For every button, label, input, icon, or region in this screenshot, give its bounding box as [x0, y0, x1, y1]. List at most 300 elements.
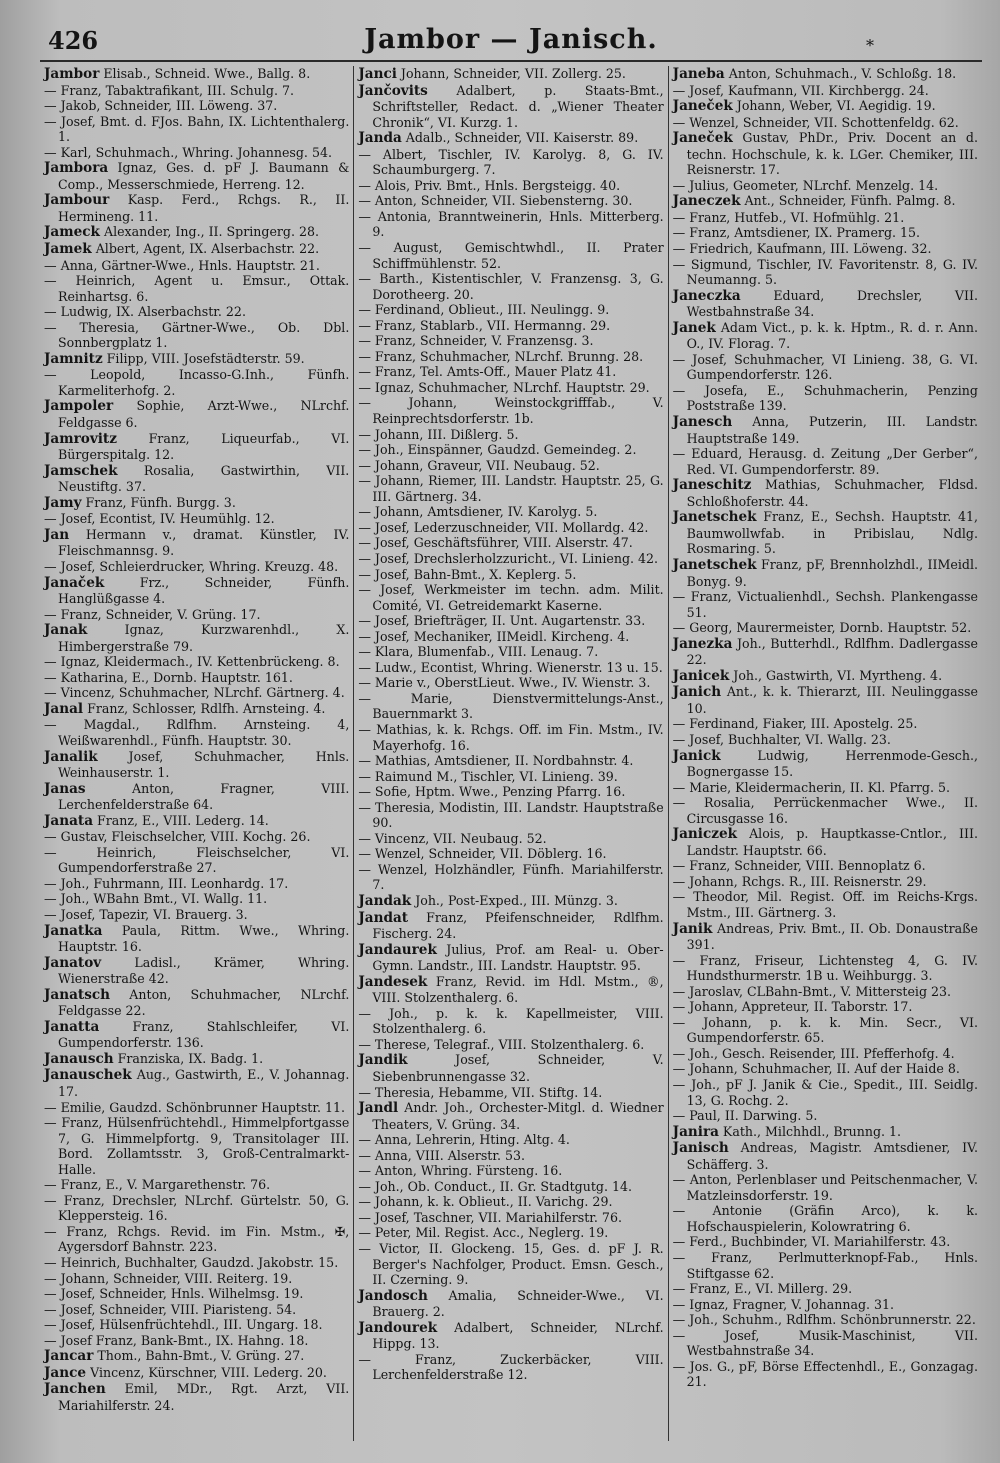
directory-entry — [44, 829, 349, 845]
directory-entry — [44, 258, 349, 274]
entry-text: — Josef, Schleierdrucker, Whring. Kreuzg. 48. — [44, 558, 339, 574]
directory-entry — [358, 318, 663, 334]
directory-entry — [358, 613, 663, 629]
directory-entry — [673, 716, 978, 732]
directory-entry — [358, 722, 663, 753]
directory-entry — [358, 582, 663, 613]
directory-entry — [673, 509, 978, 557]
directory-entry — [44, 1302, 349, 1318]
entry-text: — Anna, Lehrerin, Hting. Altg. 4. — [358, 1132, 570, 1148]
entry-text: — Ferdinand, Oblieut., III. Neulingg. 9. — [358, 302, 610, 318]
directory-entry — [673, 1359, 978, 1390]
entry-text: — Georg, Maurermeister, Dornb. Hauptstr. 52. — [672, 620, 972, 636]
entry-surname: Janich — [672, 684, 722, 701]
entry-text: — Franz, Hülsenfrüchtehdl., Himmelpfortgasse 7, G. Himmelpfortg. 9, Transitolager III. Bord. Zollamtsstr. 3, Groß-Centralmarkt-Halle. — [44, 1115, 350, 1177]
directory-entry — [673, 1250, 978, 1281]
entry-surname: Janesch — [672, 414, 733, 431]
entry-text: — Josef, Briefträger, II. Unt. Augartenstr. 33. — [358, 613, 646, 629]
directory-entry — [673, 1203, 978, 1234]
entry-surname: Janata — [44, 812, 94, 829]
directory-entry — [673, 83, 978, 99]
entry-text: — Josef, Geschäftsführer, VIII. Alserstr. 47. — [358, 535, 633, 551]
directory-entry — [44, 781, 349, 813]
entry-text: Filipp, VIII. Josefstädterstr. 59. — [102, 350, 305, 366]
directory-entry — [673, 984, 978, 1000]
entry-text: — Joh., Ob. Conduct., II. Gr. Stadtgutg. 14. — [358, 1178, 633, 1194]
directory-entry — [358, 178, 663, 194]
directory-entry — [358, 1352, 663, 1383]
directory-entry — [358, 893, 663, 910]
entry-text: — Joh., Gesch. Reisender, III. Pfefferhofg. 4. — [672, 1045, 955, 1061]
entry-surname: Jancar — [44, 1348, 94, 1365]
directory-entry — [44, 160, 349, 192]
entry-text: — Joh., pF J. Janik & Cie., Spedit., III. Seidlg. 13, G. Rochg. 2. — [672, 1077, 978, 1108]
directory-entry — [673, 953, 978, 984]
directory-entry — [44, 891, 349, 907]
directory-entry — [44, 511, 349, 527]
entry-text: — Jos. G., pF, Börse Effectenhdl., E., Gonzagag. 21. — [672, 1358, 978, 1390]
directory-entry — [44, 527, 349, 559]
directory-entry — [358, 395, 663, 426]
entry-text: — Antonia, Branntweinerin, Hnls. Mitterberg. 9. — [358, 208, 664, 240]
directory-entry — [673, 446, 978, 477]
directory-entry — [44, 98, 349, 114]
directory-entry — [358, 83, 663, 131]
directory-entry — [44, 304, 349, 320]
entry-surname: Jamrovitz — [44, 430, 117, 447]
entry-text: — Franz, Tel. Amts-Off., Mauer Platz 41. — [358, 364, 617, 380]
directory-entry — [673, 1108, 978, 1124]
entry-text: — Josef, Kaufmann, VII. Kirchbergg. 24. — [672, 82, 929, 98]
directory-entry — [673, 889, 978, 920]
entry-surname: Janci — [358, 66, 397, 82]
directory-entry — [44, 717, 349, 748]
directory-entry — [358, 520, 663, 536]
entry-text: Josef, Schneider, V. Siebenbrunnengasse 32. — [372, 1052, 664, 1084]
entry-surname: Janik — [672, 920, 713, 937]
entry-text: Kasp. Ferd., Rchgs. R., II. Hermineng. 11. — [58, 192, 350, 224]
directory-entry — [673, 874, 978, 890]
entry-text: Josef, Schuhmacher, Hnls. Weinhauserstr. 1. — [58, 748, 350, 781]
entry-text: — Julius, Geometer, NLrchf. Menzelg. 14. — [672, 177, 939, 193]
directory-entry — [44, 495, 349, 512]
directory-entry — [44, 114, 349, 145]
entry-surname: Jamy — [44, 494, 82, 511]
entry-text: Franz, E., Sechsh. Hauptstr. 41, Baumwollwfab. in Pribislau, Ndlg. Rosmaring. 5. — [686, 509, 978, 557]
entry-surname: Janick — [672, 747, 721, 764]
directory-entry — [673, 66, 978, 83]
directory-entry — [358, 442, 663, 458]
entry-surname: Jandesek — [358, 973, 428, 990]
directory-entry — [358, 1320, 663, 1352]
entry-text: Hermann v., dramat. Künstler, IV. Fleischmannsg. 9. — [58, 526, 350, 559]
entry-text: Alois, p. Hauptkasse-Cntlor., III. Landstr. Hauptstr. 66. — [686, 826, 978, 858]
entry-text: — Theresia, Modistin, III. Landstr. Hauptstraße 90. — [358, 799, 664, 831]
entry-text: — Franz, Stablarb., VII. Hermanng. 29. — [358, 317, 611, 333]
entry-text: Alexander, Ing., II. Springerg. 28. — [99, 224, 320, 240]
entry-text: — Vincenz, Schuhmacher, NLrchf. Gärtnerg. 4. — [44, 685, 345, 701]
entry-text: — Katharina, E., Dornb. Hauptstr. 161. — [44, 669, 293, 685]
directory-entry — [44, 145, 349, 161]
directory-entry — [358, 910, 663, 942]
entry-surname: Janda — [358, 130, 402, 147]
directory-entry — [44, 1177, 349, 1193]
entry-text: — Wenzel, Schneider, VII. Döblerg. 16. — [358, 846, 607, 862]
directory-entry — [44, 1271, 349, 1287]
directory-entry — [673, 257, 978, 288]
directory-entry — [44, 575, 349, 607]
entry-surname: Janas — [44, 780, 86, 797]
entry-text: — August, Gemischtwhdl., II. Prater Schiffmühlenstr. 52. — [358, 240, 664, 271]
directory-entry — [673, 636, 978, 668]
directory-entry — [358, 1241, 663, 1288]
entry-text: — Josef, Econtist, IV. Heumühlg. 12. — [44, 511, 275, 527]
entry-text: Anton, Fragner, VIII. Lerchenfelderstraße 64. — [58, 780, 350, 813]
directory-entry — [358, 1163, 663, 1179]
entry-text: — Theresia, Hebamme, VII. Stiftg. 14. — [358, 1084, 603, 1100]
directory-entry — [358, 644, 663, 660]
directory-entry — [44, 83, 349, 99]
entry-text: — Antonie (Gräfin Arco), k. k. Hofschauspielerin, Kolowratring 6. — [672, 1203, 978, 1234]
entry-surname: Janeczek — [672, 193, 741, 210]
directory-entry — [358, 862, 663, 893]
directory-entry — [358, 458, 663, 474]
directory-entry — [673, 557, 978, 589]
directory-entry — [673, 1297, 978, 1313]
entry-text: — Gustav, Fleischselcher, VIII. Kochg. 26. — [44, 829, 311, 845]
entry-surname: Jambour — [44, 192, 110, 209]
entry-surname: Janezka — [672, 635, 733, 652]
entry-text: — Heinrich, Buchhalter, Gaudzd. Jakobstr. 15. — [44, 1255, 339, 1271]
directory-entry — [358, 800, 663, 831]
entry-text: Vincenz, Kürschner, VIII. Lederg. 20. — [86, 1364, 327, 1380]
directory-entry — [358, 1085, 663, 1101]
directory-entry — [44, 1381, 349, 1413]
directory-entry — [673, 1328, 978, 1359]
directory-entry — [673, 225, 978, 241]
directory-entry — [673, 589, 978, 620]
entry-text: — Ignaz, Fragner, V. Johannag. 31. — [672, 1296, 895, 1312]
directory-entry — [358, 1288, 663, 1320]
entry-text: Joh., Post-Exped., III. Münzg. 3. — [411, 892, 618, 908]
entry-text: — Josef, Buchhalter, VI. Wallg. 23. — [672, 731, 891, 747]
entry-text: — Johann, Schuhmacher, II. Auf der Haide 8. — [672, 1061, 960, 1077]
directory-entry — [673, 1077, 978, 1108]
entry-text: — Johann, Amtsdiener, IV. Karolyg. 5. — [358, 504, 598, 520]
entry-text: Eduard, Drechsler, VII. Westbahnstraße 34. — [686, 287, 978, 320]
entry-surname: Jandak — [358, 892, 412, 909]
entry-text: — Franz, Schneider, V. Franzensg. 3. — [358, 333, 594, 349]
entry-surname: Jamnitz — [44, 350, 103, 367]
directory-entry — [673, 858, 978, 874]
entry-text: — Josef, Bmt. d. FJos. Bahn, IX. Lichtenthalerg. 1. — [44, 113, 350, 145]
entry-text: — Anton, Schneider, VII. Siebensterng. 30. — [358, 193, 633, 209]
directory-entry — [358, 209, 663, 240]
entry-surname: Jandl — [358, 1100, 399, 1117]
entry-text: — Heinrich, Agent u. Emsur., Ottak. Reinhartsg. 6. — [44, 273, 350, 304]
entry-text: Franz, E., VIII. Lederg. 14. — [93, 812, 269, 828]
entry-surname: Janatsch — [44, 986, 111, 1003]
entry-surname: Jandaurek — [358, 941, 437, 958]
directory-entry — [44, 224, 349, 241]
directory-entry — [358, 271, 663, 302]
entry-text: — Heinrich, Fleischselcher, VI. Gumpendorferstraße 27. — [44, 844, 350, 876]
directory-entry — [44, 955, 349, 987]
directory-entry — [358, 380, 663, 396]
directory-entry — [44, 1333, 349, 1349]
entry-text: — Eduard, Herausg. d. Zeitung „Der Gerber“, Red. VI. Gumpendorferstr. 89. — [672, 446, 978, 477]
entry-text: Rosalia, Gastwirthin, VII. Neustiftg. 37. — [58, 462, 350, 495]
entry-surname: Janatka — [44, 922, 103, 939]
entry-text: — Karl, Schuhmach., Whring. Johannesg. 54. — [44, 144, 332, 160]
entry-text: Albert, Agent, IX. Alserbachstr. 22. — [91, 241, 320, 257]
entry-text: — Albert, Tischler, IV. Karolyg. 8, G. IV. Schaumburgerg. 7. — [358, 146, 664, 178]
entry-text: — Sofie, Hptm. Wwe., Penzing Pfarrg. 16. — [358, 784, 626, 800]
entry-text: Elisab., Schneid. Wwe., Ballg. 8. — [99, 66, 311, 81]
directory-entry — [358, 349, 663, 365]
printer-mark: * — [866, 36, 874, 55]
entry-text: — Franz, Rchgs. Revid. im Fin. Mstm., ✠, Aygersdorf Bahnstr. 223. — [44, 1223, 350, 1255]
directory-entry — [358, 193, 663, 209]
directory-entry — [44, 622, 349, 654]
entry-surname: Janausch — [44, 1050, 114, 1067]
entry-text: — Franz, Zuckerbäcker, VIII. Lerchenfelderstraße 12. — [358, 1351, 664, 1383]
entry-text: — Marie v., OberstLieut. Wwe., IV. Wienstr. 3. — [358, 675, 651, 691]
entry-text: — Joh., WBahn Bmt., VI. Wallg. 11. — [44, 891, 268, 907]
directory-entry — [673, 668, 978, 685]
directory-entry — [44, 845, 349, 876]
entry-surname: Janauschek — [44, 1067, 132, 1084]
entry-text: — Franz, Perlmutterknopf-Fab., Hnls. Stiftgasse 62. — [672, 1250, 978, 1281]
entry-text: — Josef, Werkmeister im techn. adm. Milit. Comité, VI. Getreidemarkt Kaserne. — [358, 582, 664, 613]
directory-entry — [44, 1067, 349, 1099]
directory-entry — [358, 1148, 663, 1164]
entry-surname: Janeček — [672, 98, 733, 115]
entry-surname: Janeczka — [672, 287, 741, 304]
directory-entry — [358, 1100, 663, 1132]
entry-text: — Joh., p. k. k. Kapellmeister, VIII. Stolzenthalerg. 6. — [358, 1005, 664, 1037]
entry-text: Franz, Stahlschleifer, VI. Gumpendorferstr. 136. — [58, 1018, 350, 1051]
entry-text: — Peter, Mil. Regist. Acc., Neglerg. 19. — [358, 1225, 609, 1241]
directory-entry — [673, 98, 978, 115]
entry-text: — Franz, Amtsdiener, IX. Pramerg. 15. — [672, 225, 921, 241]
directory-entry — [673, 921, 978, 953]
directory-entry — [673, 999, 978, 1015]
directory-entry — [44, 66, 349, 83]
directory-entry — [358, 1132, 663, 1148]
directory-entry — [673, 352, 978, 383]
entry-text: Anna, Putzerin, III. Landstr. Hauptstraße 149. — [686, 414, 978, 446]
entry-text: Frz., Schneider, Fünfh. Hanglüßgasse 4. — [58, 574, 350, 607]
directory-entry — [358, 1194, 663, 1210]
entry-text: — Franz, Schneider, V. Grüng. 17. — [44, 606, 261, 622]
entry-surname: Janeschitz — [672, 477, 752, 494]
directory-entry — [44, 273, 349, 304]
entry-text: — Barth., Kistentischler, V. Franzensg. 3, G. Dorotheerg. 20. — [358, 271, 664, 302]
directory-entry — [673, 288, 978, 320]
entry-text: — Joh., Schuhm., Rdlfhm. Schönbrunnerstr. 22. — [672, 1312, 976, 1328]
entry-surname: Jamschek — [44, 462, 118, 479]
entry-text: — Vincenz, VII. Neubaug. 52. — [358, 830, 547, 846]
directory-entry — [44, 654, 349, 670]
entry-text: — Sigmund, Tischler, IV. Favoritenstr. 8, G. IV. Neumanng. 5. — [672, 256, 978, 288]
directory-entry — [358, 846, 663, 862]
entry-text: — Josef Franz, Bank-Bmt., IX. Hahng. 18. — [44, 1332, 309, 1348]
entry-text: — Josef, Hülsenfrüchtehdl., III. Ungarg. 18. — [44, 1317, 323, 1333]
entry-text: — Marie, Kleidermacherin, II. Kl. Pfarrg. 5. — [672, 779, 951, 795]
directory-entry — [358, 240, 663, 271]
entry-surname: Janak — [44, 622, 88, 639]
entry-text: — Johann, Riemer, III. Landstr. Hauptstr. 25, G. III. Gärtnerg. 34. — [358, 473, 664, 504]
directory-entry — [44, 1224, 349, 1255]
directory-entry — [358, 769, 663, 785]
directory-entry — [358, 147, 663, 178]
entry-text: — Josef, Mechaniker, IIMeidl. Kircheng. 4. — [358, 628, 630, 644]
entry-text: — Anton, Whring. Fürsteng. 16. — [358, 1163, 563, 1179]
entry-text: Aug., Gastwirth, E., V. Johannag. 17. — [58, 1067, 350, 1099]
entry-text: Paula, Rittm. Wwe., Whring. Hauptstr. 16. — [58, 922, 350, 955]
entry-text: Gustav, PhDr., Priv. Docent an d. techn. Hochschule, k. k. LGer. Chemiker, III. Reisnerstr. 17. — [686, 130, 978, 178]
entry-text: — Jaroslav, CLBahn-Bmt., V. Mittersteig 23. — [672, 983, 952, 999]
entry-text: — Johann, Weinstockgrifffab., V. Reinprechtsdorferstr. 1b. — [358, 395, 664, 427]
entry-text: Franz, Schlosser, Rdlfh. Arnsteing. 4. — [83, 700, 326, 716]
directory-entry — [673, 130, 978, 178]
directory-entry — [673, 780, 978, 796]
directory-entry — [44, 923, 349, 955]
directory-entry — [44, 463, 349, 495]
entry-text: — Josef, Drechslerholzzuricht., VI. Linieng. 42. — [358, 550, 659, 566]
entry-text: Anton, Schuhmach., V. Schloßg. 18. — [724, 66, 957, 81]
directory-entry — [673, 1172, 978, 1203]
directory-entry — [358, 1210, 663, 1226]
directory-entry — [358, 504, 663, 520]
entry-text: — Johann, Schneider, VIII. Reiterg. 19. — [44, 1270, 293, 1286]
directory-entry — [673, 620, 978, 636]
columns — [40, 66, 982, 1441]
directory-entry — [44, 1193, 349, 1224]
entry-text: Franz, Revid. im Hdl. Mstm., ®, VIII. Stolzenthalerg. 6. — [372, 973, 664, 1006]
entry-text: — Leopold, Incasso-G.Inh., Fünfh. Karmeliterhofg. 2. — [44, 367, 350, 398]
entry-text: Franziska, IX. Badg. 1. — [113, 1050, 264, 1066]
entry-surname: Janisch — [672, 1140, 729, 1157]
entry-text: Joh., Gastwirth, VI. Myrtheng. 4. — [729, 667, 943, 683]
entry-text: Franz, Fünfh. Burgg. 3. — [81, 494, 236, 510]
entry-text: — Joh., Fuhrmann, III. Leonhardg. 17. — [44, 875, 289, 891]
entry-surname: Janalik — [44, 748, 98, 765]
entry-text: — Josefa, E., Schuhmacherin, Penzing Poststraße 139. — [672, 382, 978, 414]
entry-text: Emil, MDr., Rgt. Arzt, VII. Mariahilferstr. 24. — [58, 1381, 350, 1413]
entry-surname: Jandourek — [358, 1319, 438, 1336]
directory-entry — [44, 1286, 349, 1302]
directory-entry — [673, 477, 978, 509]
directory-entry — [358, 784, 663, 800]
entry-surname: Janira — [672, 1123, 719, 1140]
directory-entry — [44, 987, 349, 1019]
entry-surname: Jančovits — [358, 82, 428, 99]
entry-text: — Franz, Friseur, Lichtensteg 4, G. IV. Hundsthurmerstr. 1B u. Weihburgg. 3. — [672, 952, 978, 984]
entry-text: — Johann, Appreteur, II. Taborstr. 17. — [672, 999, 913, 1015]
entry-text: — Johann, III. Dißlerg. 5. — [358, 426, 519, 442]
entry-surname: Jambora — [44, 160, 109, 177]
directory-entry — [358, 1225, 663, 1241]
entry-text: Andreas, Magistr. Amtsdiener, IV. Schäfferg. 3. — [686, 1140, 978, 1172]
entry-text: — Josef, Bahn-Bmt., X. Keplerg. 5. — [358, 566, 577, 582]
entry-surname: Janetschek — [672, 556, 757, 573]
entry-surname: Janiczek — [672, 826, 738, 843]
directory-entry — [44, 670, 349, 686]
entry-text: — Ferd., Buchbinder, VI. Mariahilferstr. 43. — [672, 1234, 951, 1250]
directory-entry — [673, 748, 978, 780]
entry-text: — Josef, Lederzuschneider, VII. Mollardg. 42. — [358, 519, 649, 535]
entry-text: — Alois, Priv. Bmt., Hnls. Bergsteigg. 40. — [358, 177, 621, 193]
directory-entry — [44, 1100, 349, 1116]
entry-text: — Josef, Tapezir, VI. Brauerg. 3. — [44, 906, 248, 922]
directory-entry — [358, 333, 663, 349]
directory-entry — [44, 192, 349, 224]
directory-entry — [44, 1348, 349, 1365]
entry-text: — Rosalia, Perrückenmacher Wwe., II. Circusgasse 16. — [672, 795, 978, 826]
entry-text: — Mathias, k. k. Rchgs. Off. im Fin. Mstm., IV. Mayerhofg. 16. — [358, 721, 664, 753]
entry-text: — Anna, Gärtner-Wwe., Hnls. Hauptstr. 21. — [44, 257, 320, 273]
entry-surname: Jandat — [358, 909, 409, 926]
directory-entry — [673, 1140, 978, 1172]
entry-surname: Jandosch — [358, 1287, 428, 1304]
directory-entry — [44, 320, 349, 351]
entry-surname: Jameck — [44, 224, 100, 241]
directory-entry — [673, 826, 978, 858]
directory-entry — [358, 753, 663, 769]
entry-surname: Jan — [44, 526, 70, 543]
entry-surname: Jambor — [44, 66, 100, 82]
entry-text: — Raimund M., Tischler, VI. Linieng. 39. — [358, 768, 618, 784]
directory-entry — [358, 364, 663, 380]
entry-text: — Ludwig, IX. Alserbachstr. 22. — [44, 304, 246, 320]
entry-text: Sophie, Arzt-Wwe., NLrchf. Feldgasse 6. — [58, 398, 350, 431]
directory-entry — [44, 1255, 349, 1271]
directory-entry — [44, 1051, 349, 1068]
directory-entry — [44, 813, 349, 830]
directory-entry — [358, 567, 663, 583]
entry-text: — Ferdinand, Fiaker, III. Apostelg. 25. — [672, 716, 918, 732]
directory-entry — [44, 749, 349, 781]
entry-surname: Janatta — [44, 1018, 100, 1035]
entry-text: Ludwig, Herrenmode-Gesch., Bognergasse 15. — [686, 747, 978, 780]
entry-text: — Josef, Schneider, Hnls. Wilhelmsg. 19. — [44, 1286, 304, 1302]
directory-entry — [358, 535, 663, 551]
directory-entry — [358, 473, 663, 504]
directory-entry — [358, 1006, 663, 1037]
directory-entry — [673, 1312, 978, 1328]
directory-entry — [44, 367, 349, 398]
directory-entry — [44, 876, 349, 892]
entry-text: Andreas, Priv. Bmt., II. Ob. Donaustraße 391. — [686, 920, 978, 953]
entry-text: Andr. Joh., Orchester-Mitgl. d. Wiedner Theaters, V. Grüng. 34. — [372, 1100, 664, 1132]
entry-text: Adam Vict., p. k. k. Hptm., R. d. r. Ann. O., IV. Florag. 7. — [686, 319, 978, 352]
directory-entry — [673, 1015, 978, 1046]
entry-text: — Wenzel, Holzhändler, Fünfh. Mariahilferstr. 7. — [358, 861, 664, 893]
entry-surname: Janetschek — [672, 509, 757, 526]
directory-entry — [358, 942, 663, 974]
entry-text: Adalb., Schneider, VII. Kaiserstr. 89. — [401, 130, 639, 146]
directory-entry — [673, 414, 978, 446]
entry-text: — Klara, Blumenfab., VIII. Lenaug. 7. — [358, 644, 599, 660]
entry-text: — Johann, Rchgs. R., III. Reisnerstr. 29. — [672, 873, 927, 889]
directory-entry — [358, 1037, 663, 1053]
running-title: Jambor — Janisch. — [364, 24, 658, 55]
directory-entry — [673, 383, 978, 414]
entry-text: — Theodor, Mil. Regist. Off. im Reichs-Krgs. Mstm., III. Gärtnerg. 3. — [672, 889, 978, 920]
entry-text: — Ignaz, Schuhmacher, NLrchf. Hauptstr. 29. — [358, 379, 650, 395]
